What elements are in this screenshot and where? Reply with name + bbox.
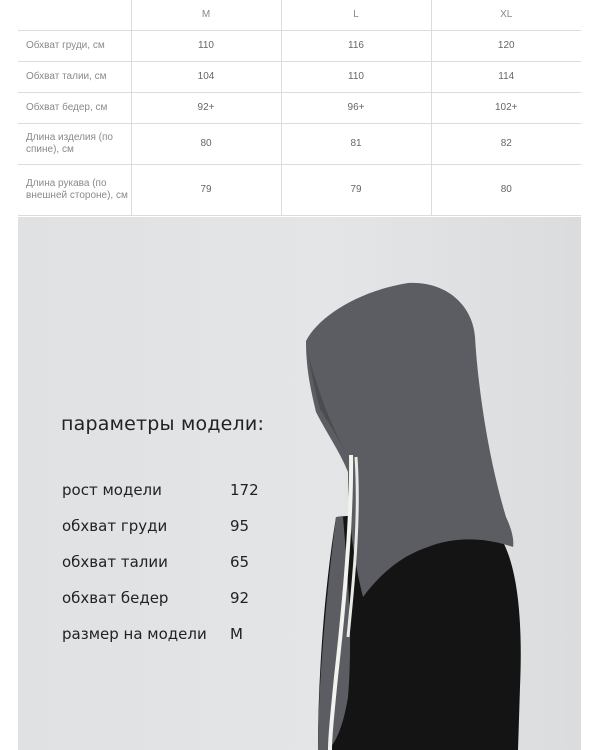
cell-value: 92+	[131, 92, 281, 123]
cell-value: 114	[431, 61, 581, 92]
header-size-xl: XL	[431, 0, 581, 30]
cell-value: 79	[131, 164, 281, 215]
cell-value: 80	[431, 164, 581, 215]
header-empty-cell	[18, 0, 131, 30]
param-value-height: 172	[230, 481, 259, 499]
param-label-chest: обхват груди	[62, 517, 168, 535]
param-value-size: M	[230, 625, 243, 643]
cell-value: 104	[131, 61, 281, 92]
cell-value: 102+	[431, 92, 581, 123]
param-label-waist: обхват талии	[62, 553, 168, 571]
param-label-height: рост модели	[62, 481, 162, 499]
cell-value: 116	[281, 30, 431, 61]
row-label: Обхват груди, см	[18, 30, 131, 61]
size-chart-table	[18, 0, 581, 216]
row-label: Обхват бедер, см	[18, 92, 131, 123]
param-value-chest: 95	[230, 517, 250, 535]
row-label: Длина рукава (по внешней стороне), см	[18, 164, 131, 215]
cell-value: 82	[431, 123, 581, 164]
cell-value: 120	[431, 30, 581, 61]
param-value-waist: 65	[230, 553, 250, 571]
size-header-row	[18, 0, 581, 30]
cell-value: 110	[281, 61, 431, 92]
model-photo	[18, 217, 581, 750]
param-label-size: размер на модели	[62, 625, 207, 643]
param-label-hips: обхват бедер	[62, 589, 169, 607]
model-params-title: параметры модели:	[61, 413, 265, 435]
row-label: Обхват талии, см	[18, 61, 131, 92]
cell-value: 80	[131, 123, 281, 164]
table-row	[18, 92, 581, 123]
row-label: Длина изделия (по спине), см	[18, 123, 131, 164]
param-value-hips: 92	[230, 589, 250, 607]
header-size-l: L	[281, 0, 431, 30]
cell-value: 96+	[281, 92, 431, 123]
header-size-m: M	[131, 0, 281, 30]
cell-value: 110	[131, 30, 281, 61]
table-row	[18, 61, 581, 92]
table-row	[18, 164, 581, 215]
table-row	[18, 30, 581, 61]
table-row	[18, 123, 581, 164]
hood	[306, 283, 506, 527]
cell-value: 81	[281, 123, 431, 164]
cell-value: 79	[281, 164, 431, 215]
